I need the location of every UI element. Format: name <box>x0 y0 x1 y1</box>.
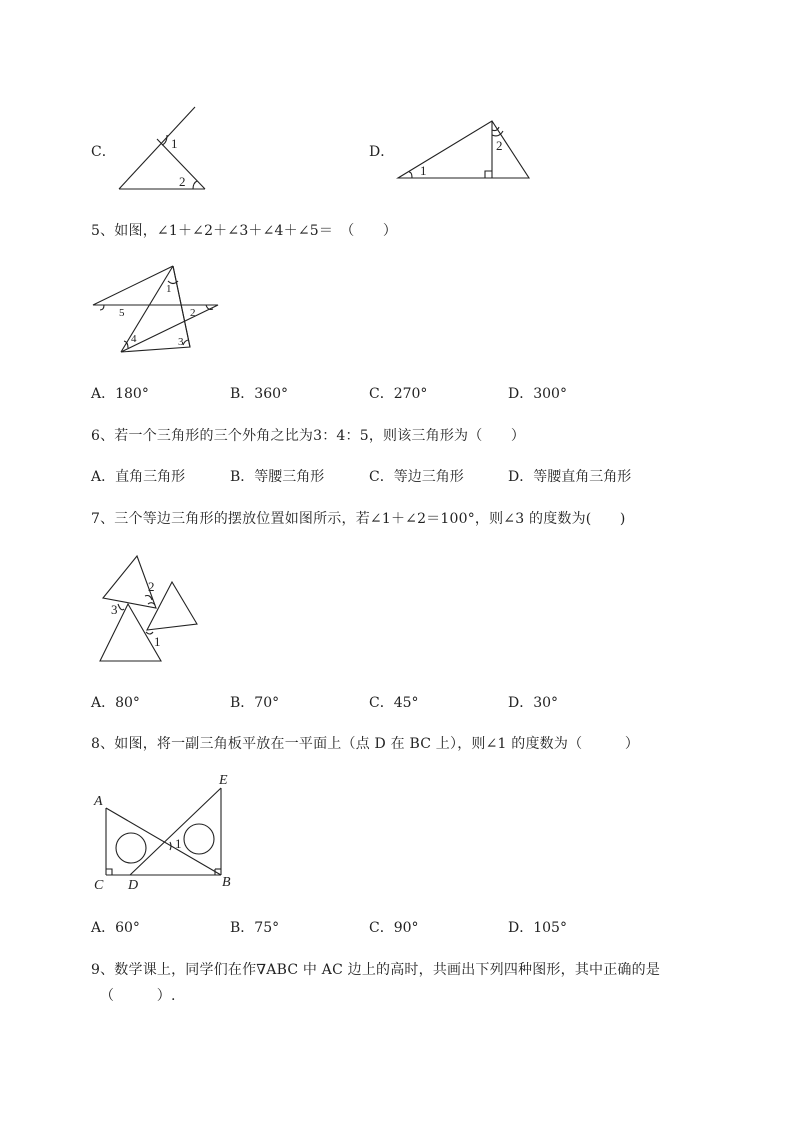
fig4c-angle-2: 2 <box>179 174 186 189</box>
q7-option-b: B．70° <box>230 695 280 711</box>
fig5-label-4: 4 <box>131 333 137 345</box>
fig7-label-2: 2 <box>148 579 155 594</box>
q5-option-b: B．360° <box>230 386 289 402</box>
q8-option-c: C．90° <box>369 920 419 936</box>
q6-text: 6、若一个三角形的三个外角之比为3：4：5，则该三角形为（ ） <box>91 428 526 444</box>
option-d-label: D． <box>369 144 395 160</box>
q8-text: 8、如图，将一副三角板平放在一平面上（点 D 在 BC 上），则∠1 的度数为（ ） <box>91 736 640 752</box>
q7-option-d: D．30° <box>508 695 559 711</box>
q9-text: 9、数学课上，同学们在作∇ABC 中 AC 边上的高时，共画出下列四种图形，其中正确的是 <box>91 962 661 978</box>
q8-option-d: D．105° <box>508 920 567 936</box>
q5-text: 5、如图，∠1＋∠2＋∠3＋∠4＋∠5＝ （ ） <box>91 223 398 239</box>
q7-option-c: C．45° <box>369 695 419 711</box>
fig8-angle-1: 1 <box>175 836 182 851</box>
fig8-label-e: E <box>219 773 228 788</box>
fig5-label-2: 2 <box>190 307 196 319</box>
q5-option-c: C．270° <box>369 386 428 402</box>
fig4d-angle-2: 2 <box>496 138 503 153</box>
q6-option-a: A．直角三角形 <box>91 469 186 485</box>
q7-option-a: A．80° <box>91 695 140 711</box>
fig8-label-d: D <box>128 878 139 893</box>
fig7-label-3: 3 <box>111 602 118 617</box>
q7-text: 7、三个等边三角形的摆放位置如图所示，若∠1＋∠2＝100°，则∠3 的度数为( ) <box>91 511 626 527</box>
fig5-label-3: 3 <box>178 336 184 348</box>
fig4d-angle-1: 1 <box>420 163 427 178</box>
option-c-label: C． <box>91 144 116 160</box>
fig7-label-1: 1 <box>154 634 161 649</box>
fig8-label-c: C <box>94 878 104 893</box>
fig5-label-5: 5 <box>119 307 125 319</box>
q6-option-d: D．等腰直角三角形 <box>508 469 632 485</box>
q8-option-b: B．75° <box>230 920 280 936</box>
q8-option-a: A．60° <box>91 920 140 936</box>
q5-option-a: A．180° <box>91 386 149 402</box>
fig8-label-a: A <box>94 794 103 809</box>
q6-option-b: B．等腰三角形 <box>230 469 325 485</box>
q5-option-d: D．300° <box>508 386 567 402</box>
fig8-label-b: B <box>222 875 231 890</box>
fig5-label-1: 1 <box>166 283 172 295</box>
q9-answer-blank: （ ）. <box>100 988 176 1004</box>
fig4c-angle-1: 1 <box>171 136 178 151</box>
q6-option-c: C．等边三角形 <box>369 469 464 485</box>
